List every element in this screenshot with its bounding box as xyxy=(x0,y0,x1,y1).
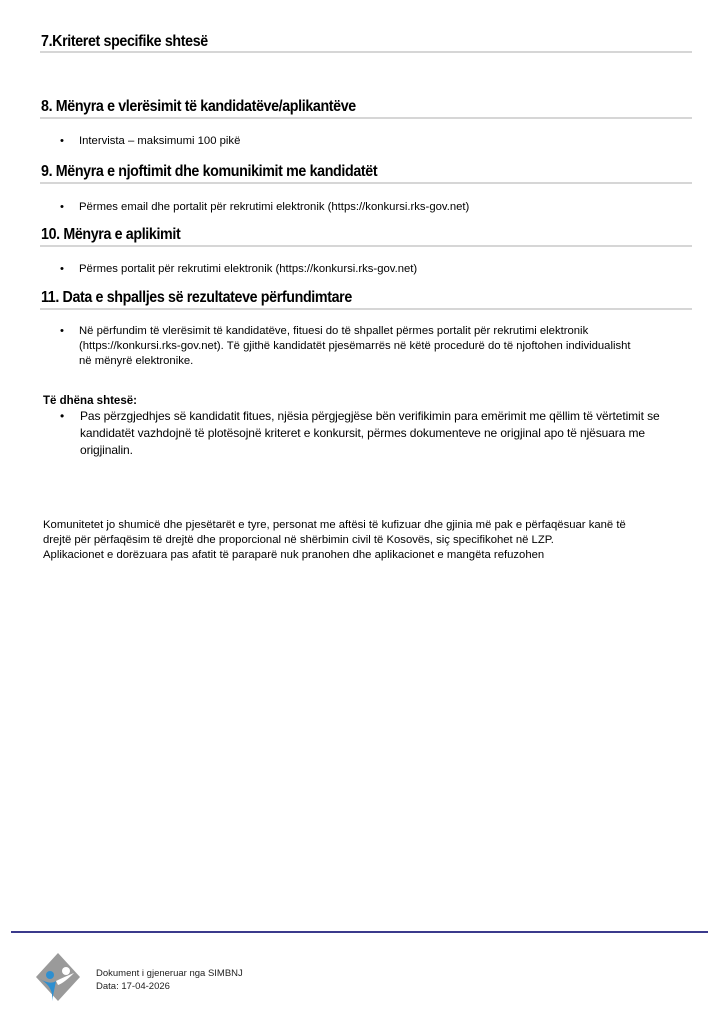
section-9-title: 9. Mënyra e njoftimit dhe komunikimit me kandidatët xyxy=(41,163,378,180)
simbnj-logo-icon xyxy=(34,951,82,1003)
additional-info-title: Të dhëna shtesë: xyxy=(43,395,137,407)
section-10-title: 10. Mënyra e aplikimit xyxy=(41,226,181,243)
document-page: 7.Kriteret specifike shtesë 8. Mënyra e vlerësimit të kandidatëve/aplikantëve • Intervista – maksimumi 100 pikë 9. Mënyra e njoftimit dhe komunikimit me kandidatët • Përmes email dhe portalit për rekrutimi elektronik (https://konkursi.rks-gov.net) 10. Mënyra e aplikimit • Përmes portalit për rekrutimi elektronik (https://konkursi.rks-gov.net) 11. Data e shpalljes së rezultateve përfundimtare • Në përfundim të vlerësimit të kandidatëve, fituesi do të shpallet përmes portalit për rekrutimi elektronik (https://konkursi.rks-gov.net). Të gjithë kandidatët pjesëmarrës në këtë procedurë do të njoftohen individualisht në mënyrë elektronike. Të dhëna shtesë: • Pas përzgjedhjes së kandidatit fitues, njësia përgjegjëse bën verifikimin para emërimit me qëllim të vërtetimit se kandidatët vazhdojnë të plotësojnë kriteret e konkursit, përmes dokumenteve ne origjinal apo të njësuara me origjinalin. Komunitetet jo shumicë dhe pjesëtarët e tyre, personat me aftësi të kufizuar dhe gjinia më pak e përfaqësuar kanë të drejtë për përfaqësim të drejtë dhe proporcional në shërbimin civil të Kosovës, siç specifikohet në LZP. Aplikacionet e dorëzuara pas afatit të paraparë nuk pranohen dhe aplikacionet e mangëta refuzohen Dokument i gjeneruar nga SIMBNJ Data: 17-04-2026 xyxy=(0,0,725,1024)
notice-line: drejtë për përfaqësim të drejtë dhe proporcional në shërbimin civil të Kosovës, siç specifikohet në LZP. xyxy=(43,534,554,546)
section-8-title: 8. Mënyra e vlerësimit të kandidatëve/aplikantëve xyxy=(41,98,356,115)
divider xyxy=(40,117,692,119)
divider xyxy=(40,51,692,53)
notice-line: Aplikacionet e dorëzuara pas afatit të paraparë nuk pranohen dhe aplikacionet e mangëta refuzohen xyxy=(43,549,545,561)
divider xyxy=(40,245,692,247)
section-11-title: 11. Data e shpalljes së rezultateve përfundimtare xyxy=(41,289,352,306)
footer-generated: Dokument i gjeneruar nga SIMBNJ xyxy=(96,968,243,979)
section-7-title: 7.Kriteret specifike shtesë xyxy=(41,33,208,50)
footer-rule xyxy=(11,931,708,933)
notice-line: Komunitetet jo shumicë dhe pjesëtarët e tyre, personat me aftësi të kufizuar dhe gjinia më pak e përfaqësuar kanë të xyxy=(43,519,626,531)
footer-date: Data: 17-04-2026 xyxy=(96,981,170,992)
divider xyxy=(40,308,692,310)
divider xyxy=(40,182,692,184)
